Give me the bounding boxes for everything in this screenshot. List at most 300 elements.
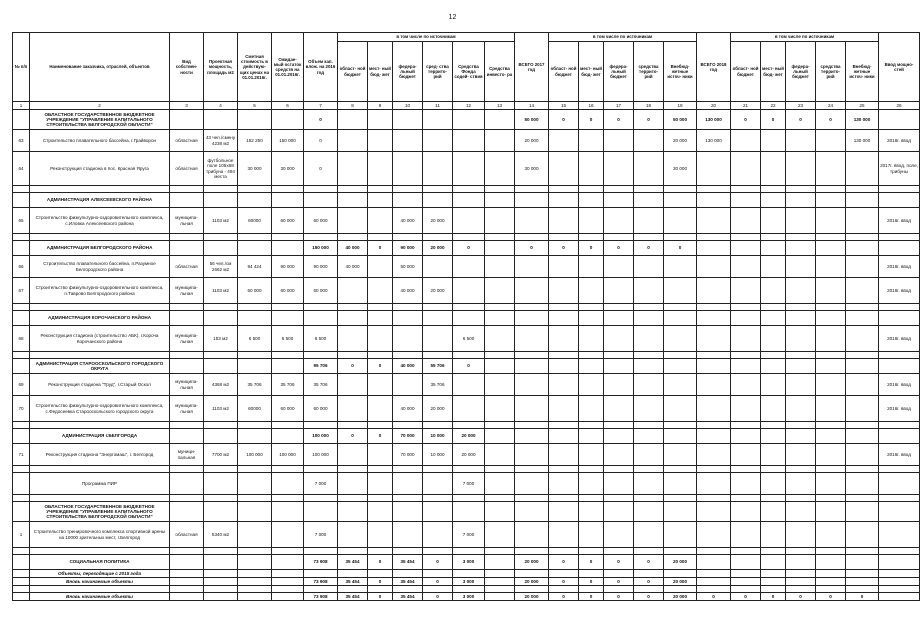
- spacer-cell: [697, 466, 731, 473]
- value-cell: областная: [170, 256, 204, 278]
- value-cell: [549, 396, 579, 422]
- value-cell: [170, 429, 204, 444]
- spacer-cell: [549, 495, 579, 502]
- spacer-cell: [731, 352, 761, 359]
- spacer-cell: [338, 304, 368, 311]
- spacer-cell: [549, 586, 579, 593]
- value-cell: [731, 374, 761, 396]
- spacer-cell: [30, 304, 170, 311]
- value-cell: 90 000: [304, 256, 338, 278]
- value-cell: [549, 473, 579, 495]
- value-cell: [238, 522, 272, 548]
- value-cell: [549, 256, 579, 278]
- value-cell: [368, 502, 393, 522]
- value-cell: [204, 429, 238, 444]
- value-cell: [272, 359, 304, 374]
- spacer-cell: [579, 548, 604, 555]
- spacer-cell: [368, 548, 393, 555]
- value-cell: [368, 278, 393, 304]
- header-src-territory-2017: средства террито- рий: [634, 42, 664, 102]
- row-number-cell: [13, 502, 30, 522]
- spacer-cell: [423, 304, 453, 311]
- spacer-cell: [816, 466, 846, 473]
- value-cell: [816, 396, 846, 422]
- value-cell: [272, 578, 304, 586]
- value-cell: [393, 311, 423, 326]
- value-cell: 0: [423, 578, 453, 586]
- spacer-cell: [485, 234, 515, 241]
- row-name-cell: ОБЛАСТНОЕ ГОСУДАРСТВЕННОЕ БЮДЖЕТНОЕ УЧРЕЖДЕНИЕ "УПРАВЛЕНИЕ КАПИТАЛЬНОГО СТРОИТЕЛЬСТВА БЕЛГОРОДСКОЙ ОБЛАСТИ": [30, 502, 170, 522]
- spacer-cell: [604, 466, 634, 473]
- column-index: 7: [304, 102, 338, 110]
- section-row: [13, 429, 920, 444]
- value-cell: [816, 473, 846, 495]
- value-cell: [846, 311, 879, 326]
- spacer-cell: [338, 234, 368, 241]
- value-cell: [579, 429, 604, 444]
- spacer-cell: [664, 352, 697, 359]
- value-cell: [272, 429, 304, 444]
- spacer-cell: [761, 586, 786, 593]
- value-cell: [485, 241, 515, 256]
- value-cell: [634, 152, 664, 186]
- spacer-cell: [238, 352, 272, 359]
- value-cell: [393, 110, 423, 130]
- spacer-cell: [368, 422, 393, 429]
- value-cell: [761, 570, 786, 578]
- value-cell: 40 000: [393, 278, 423, 304]
- value-cell: [761, 578, 786, 586]
- spacer-cell: [423, 422, 453, 429]
- row-number-cell: [13, 193, 30, 208]
- value-cell: [515, 473, 549, 495]
- value-cell: 0: [423, 555, 453, 570]
- value-cell: [204, 110, 238, 130]
- value-cell: 94 424: [238, 256, 272, 278]
- spacer-cell: [579, 352, 604, 359]
- spacer-cell: [204, 234, 238, 241]
- value-cell: [549, 359, 579, 374]
- value-cell: [304, 193, 338, 208]
- value-cell: [423, 502, 453, 522]
- spacer-cell: [238, 466, 272, 473]
- spacer-cell: [846, 352, 879, 359]
- value-cell: 2016г. ввод: [879, 396, 920, 422]
- row-name-cell: Реконструкция стадиона "Труд", г.Старый Оскол: [30, 374, 170, 396]
- value-cell: [393, 152, 423, 186]
- spacer-cell: [879, 495, 920, 502]
- header-sources-2017: в том числе по источникам: [549, 33, 697, 42]
- value-cell: [604, 359, 634, 374]
- value-cell: [238, 193, 272, 208]
- spacer-cell: [393, 304, 423, 311]
- spacer-cell: [761, 548, 786, 555]
- spacer-cell: [731, 186, 761, 193]
- value-cell: [664, 359, 697, 374]
- value-cell: [579, 278, 604, 304]
- column-index: 25: [846, 102, 879, 110]
- value-cell: [368, 208, 393, 234]
- value-cell: [338, 522, 368, 548]
- value-cell: [664, 522, 697, 548]
- value-cell: 0: [731, 110, 761, 130]
- value-cell: 2016г. ввод: [879, 326, 920, 352]
- value-cell: [664, 429, 697, 444]
- value-cell: [697, 570, 731, 578]
- value-cell: 20 000: [515, 130, 549, 152]
- value-cell: 20 000: [423, 278, 453, 304]
- value-cell: [515, 208, 549, 234]
- spacer-cell: [368, 495, 393, 502]
- value-cell: 20 000: [664, 578, 697, 586]
- spacer-cell: [604, 304, 634, 311]
- value-cell: [272, 473, 304, 495]
- spacer-cell: [786, 495, 816, 502]
- spacer-cell: [664, 495, 697, 502]
- spacer-cell: [697, 548, 731, 555]
- spacer-cell: [634, 586, 664, 593]
- value-cell: [579, 396, 604, 422]
- value-cell: [515, 256, 549, 278]
- spacer-row: [13, 186, 920, 193]
- value-cell: [634, 473, 664, 495]
- value-cell: [697, 326, 731, 352]
- value-cell: 1103 м2: [204, 396, 238, 422]
- value-cell: [816, 502, 846, 522]
- value-cell: [816, 130, 846, 152]
- value-cell: [338, 326, 368, 352]
- value-cell: [604, 256, 634, 278]
- spacer-cell: [338, 586, 368, 593]
- spacer-cell: [816, 234, 846, 241]
- spacer-cell: [30, 548, 170, 555]
- spacer-cell: [238, 422, 272, 429]
- spacer-cell: [30, 466, 170, 473]
- spacer-cell: [664, 586, 697, 593]
- value-cell: [515, 522, 549, 548]
- spacer-cell: [238, 234, 272, 241]
- spacer-cell: [13, 186, 30, 193]
- spacer-cell: [515, 422, 549, 429]
- value-cell: [879, 311, 920, 326]
- spacer-cell: [238, 548, 272, 555]
- value-cell: [170, 241, 204, 256]
- value-cell: [304, 502, 338, 522]
- spacer-cell: [304, 304, 338, 311]
- spacer-cell: [485, 495, 515, 502]
- investment-table: [12, 32, 920, 601]
- row-name-cell: Строительство тренировочного комплекса спортивной арены на 10000 зрительных мест, г.Белгород: [30, 522, 170, 548]
- spacer-cell: [604, 234, 634, 241]
- value-cell: [816, 193, 846, 208]
- value-cell: [879, 593, 920, 601]
- spacer-cell: [846, 586, 879, 593]
- value-cell: [664, 278, 697, 304]
- value-cell: 130 000: [697, 110, 731, 130]
- value-cell: [816, 522, 846, 548]
- value-cell: [697, 522, 731, 548]
- column-index: 11: [423, 102, 453, 110]
- value-cell: 2016г. ввод: [879, 256, 920, 278]
- header-src-local: мест- ный бюд- жет: [368, 42, 393, 102]
- value-cell: [786, 578, 816, 586]
- value-cell: [697, 502, 731, 522]
- spacer-cell: [30, 234, 170, 241]
- spacer-cell: [13, 422, 30, 429]
- spacer-cell: [879, 186, 920, 193]
- value-cell: [304, 570, 338, 578]
- value-cell: 35 706: [238, 374, 272, 396]
- value-cell: 6 500: [272, 326, 304, 352]
- value-cell: 0: [549, 110, 579, 130]
- value-cell: [453, 130, 485, 152]
- value-cell: [170, 502, 204, 522]
- value-cell: [549, 311, 579, 326]
- spacer-cell: [761, 422, 786, 429]
- value-cell: [368, 311, 393, 326]
- value-cell: [423, 473, 453, 495]
- spacer-cell: [549, 234, 579, 241]
- value-cell: 0: [304, 110, 338, 130]
- value-cell: [879, 578, 920, 586]
- value-cell: [485, 326, 515, 352]
- value-cell: [604, 570, 634, 578]
- table-row: [13, 278, 920, 304]
- value-cell: [549, 444, 579, 466]
- value-cell: 7700 м2: [204, 444, 238, 466]
- value-cell: 35 454: [393, 593, 423, 601]
- value-cell: [816, 152, 846, 186]
- value-cell: [238, 359, 272, 374]
- value-cell: [338, 193, 368, 208]
- value-cell: 100 000: [272, 444, 304, 466]
- value-cell: 1103 м2: [204, 278, 238, 304]
- value-cell: [634, 208, 664, 234]
- value-cell: [761, 429, 786, 444]
- value-cell: [761, 502, 786, 522]
- value-cell: [393, 326, 423, 352]
- spacer-cell: [485, 422, 515, 429]
- value-cell: [393, 374, 423, 396]
- value-cell: [697, 208, 731, 234]
- value-cell: [579, 522, 604, 548]
- value-cell: [453, 256, 485, 278]
- value-cell: 35 454: [338, 593, 368, 601]
- value-cell: 20 000: [515, 593, 549, 601]
- table-row: [13, 473, 920, 495]
- value-cell: [515, 359, 549, 374]
- spacer-cell: [13, 466, 30, 473]
- value-cell: 0: [579, 578, 604, 586]
- value-cell: [515, 570, 549, 578]
- value-cell: 40 000: [338, 256, 368, 278]
- spacer-cell: [238, 304, 272, 311]
- spacer-cell: [485, 352, 515, 359]
- value-cell: [579, 208, 604, 234]
- value-cell: 0: [846, 593, 879, 601]
- column-index: 3: [170, 102, 204, 110]
- spacer-cell: [786, 352, 816, 359]
- value-cell: [697, 473, 731, 495]
- value-cell: 20 000: [453, 429, 485, 444]
- value-cell: [697, 578, 731, 586]
- column-index: 15: [549, 102, 579, 110]
- header-commission: Ввод мощно- стей: [879, 33, 920, 102]
- value-cell: [816, 208, 846, 234]
- value-cell: [549, 522, 579, 548]
- spacer-cell: [338, 548, 368, 555]
- value-cell: [453, 502, 485, 522]
- spacer-cell: [204, 186, 238, 193]
- value-cell: 30 000: [272, 152, 304, 186]
- spacer-cell: [204, 548, 238, 555]
- spacer-cell: [272, 422, 304, 429]
- spacer-cell: [338, 466, 368, 473]
- value-cell: [338, 130, 368, 152]
- value-cell: [515, 326, 549, 352]
- spacer-cell: [170, 352, 204, 359]
- value-cell: [697, 311, 731, 326]
- value-cell: 90 000: [272, 256, 304, 278]
- value-cell: 130 000: [846, 110, 879, 130]
- spacer-cell: [697, 495, 731, 502]
- value-cell: [238, 429, 272, 444]
- value-cell: [846, 256, 879, 278]
- value-cell: 4368 м2: [204, 374, 238, 396]
- value-cell: [879, 110, 920, 130]
- table-row: [13, 256, 920, 278]
- value-cell: [816, 570, 846, 578]
- value-cell: [634, 359, 664, 374]
- value-cell: [786, 429, 816, 444]
- spacer-cell: [204, 466, 238, 473]
- header-src-territory-2018: средства террито- рий: [816, 42, 846, 102]
- value-cell: 2016г. ввод: [879, 374, 920, 396]
- row-number-cell: 64: [13, 152, 30, 186]
- column-index: 2: [30, 102, 170, 110]
- row-name-cell: АДМИНИСТРАЦИЯ АЛЕКСЕЕВСКОГО РАЙОНА: [30, 193, 170, 208]
- value-cell: [731, 396, 761, 422]
- value-cell: 35 706: [304, 374, 338, 396]
- value-cell: [238, 110, 272, 130]
- spacer-cell: [170, 304, 204, 311]
- value-cell: [579, 359, 604, 374]
- value-cell: [604, 502, 634, 522]
- spacer-cell: [304, 352, 338, 359]
- spacer-cell: [664, 304, 697, 311]
- value-cell: [579, 326, 604, 352]
- section-row: [13, 110, 920, 130]
- spacer-cell: [204, 495, 238, 502]
- value-cell: [697, 396, 731, 422]
- value-cell: [272, 593, 304, 601]
- value-cell: [549, 374, 579, 396]
- value-cell: 3 000: [453, 593, 485, 601]
- row-name-cell: АДМИНИСТРАЦИЯ БЕЛГОРОДСКОГО РАЙОНА: [30, 241, 170, 256]
- value-cell: [846, 193, 879, 208]
- value-cell: [238, 311, 272, 326]
- value-cell: 0: [579, 110, 604, 130]
- value-cell: [846, 473, 879, 495]
- value-cell: 95 706: [304, 359, 338, 374]
- table-row: [13, 208, 920, 234]
- value-cell: 30 000: [664, 152, 697, 186]
- row-number-cell: 66: [13, 256, 30, 278]
- row-number-cell: [13, 555, 30, 570]
- value-cell: [579, 152, 604, 186]
- row-name-cell: СОЦИАЛЬНАЯ ПОЛИТИКА: [30, 555, 170, 570]
- value-cell: [423, 570, 453, 578]
- row-number-cell: [13, 578, 30, 586]
- value-cell: 5340 м2: [204, 522, 238, 548]
- spacer-cell: [338, 186, 368, 193]
- spacer-cell: [204, 422, 238, 429]
- value-cell: [879, 502, 920, 522]
- spacer-cell: [485, 466, 515, 473]
- spacer-row: [13, 422, 920, 429]
- column-index: 8: [338, 102, 368, 110]
- value-cell: [816, 578, 846, 586]
- spacer-row: [13, 466, 920, 473]
- spacer-cell: [697, 304, 731, 311]
- value-cell: [664, 326, 697, 352]
- value-cell: [816, 374, 846, 396]
- column-index: 21: [731, 102, 761, 110]
- value-cell: [786, 522, 816, 548]
- value-cell: [579, 444, 604, 466]
- value-cell: [338, 152, 368, 186]
- spacer-cell: [846, 548, 879, 555]
- value-cell: муниципа- льная: [170, 374, 204, 396]
- header-src-regional-2018: област- ной бюджет: [731, 42, 761, 102]
- spacer-cell: [816, 422, 846, 429]
- value-cell: 0: [549, 241, 579, 256]
- row-name-cell: Строительство физкультурно-оздоровительного комплекса, с.Иловка Алексеевского района: [30, 208, 170, 234]
- value-cell: [786, 311, 816, 326]
- header-sources-2018: в том числе по источникам: [731, 33, 879, 42]
- spacer-cell: [304, 466, 338, 473]
- value-cell: [393, 522, 423, 548]
- value-cell: [485, 522, 515, 548]
- value-cell: [731, 208, 761, 234]
- row-name-cell: ОБЛАСТНОЕ ГОСУДАРСТВЕННОЕ БЮДЖЕТНОЕ УЧРЕЖДЕНИЕ "УПРАВЛЕНИЕ КАПИТАЛЬНОГО СТРОИТЕЛЬСТВА БЕЛГОРОДСКОЙ ОБЛАСТИ": [30, 110, 170, 130]
- spacer-cell: [423, 352, 453, 359]
- value-cell: [304, 311, 338, 326]
- value-cell: [731, 256, 761, 278]
- spacer-cell: [731, 495, 761, 502]
- value-cell: 0: [731, 593, 761, 601]
- header-src-local-2017: мест- ный бюд- жет: [579, 42, 604, 102]
- column-index: 10: [393, 102, 423, 110]
- spacer-cell: [170, 234, 204, 241]
- column-index: 1: [13, 102, 30, 110]
- value-cell: 0: [816, 110, 846, 130]
- value-cell: 0: [761, 110, 786, 130]
- value-cell: [485, 278, 515, 304]
- spacer-cell: [453, 186, 485, 193]
- spacer-cell: [515, 186, 549, 193]
- header-src-extra-2017: Внебюд- жетные источ- ники: [664, 42, 697, 102]
- value-cell: [697, 555, 731, 570]
- value-cell: 56 чел./см 2662 м2: [204, 256, 238, 278]
- spacer-cell: [846, 466, 879, 473]
- value-cell: [846, 208, 879, 234]
- column-index: 4: [204, 102, 238, 110]
- row-number-cell: [13, 570, 30, 578]
- value-cell: [634, 311, 664, 326]
- column-index: 9: [368, 102, 393, 110]
- value-cell: [579, 570, 604, 578]
